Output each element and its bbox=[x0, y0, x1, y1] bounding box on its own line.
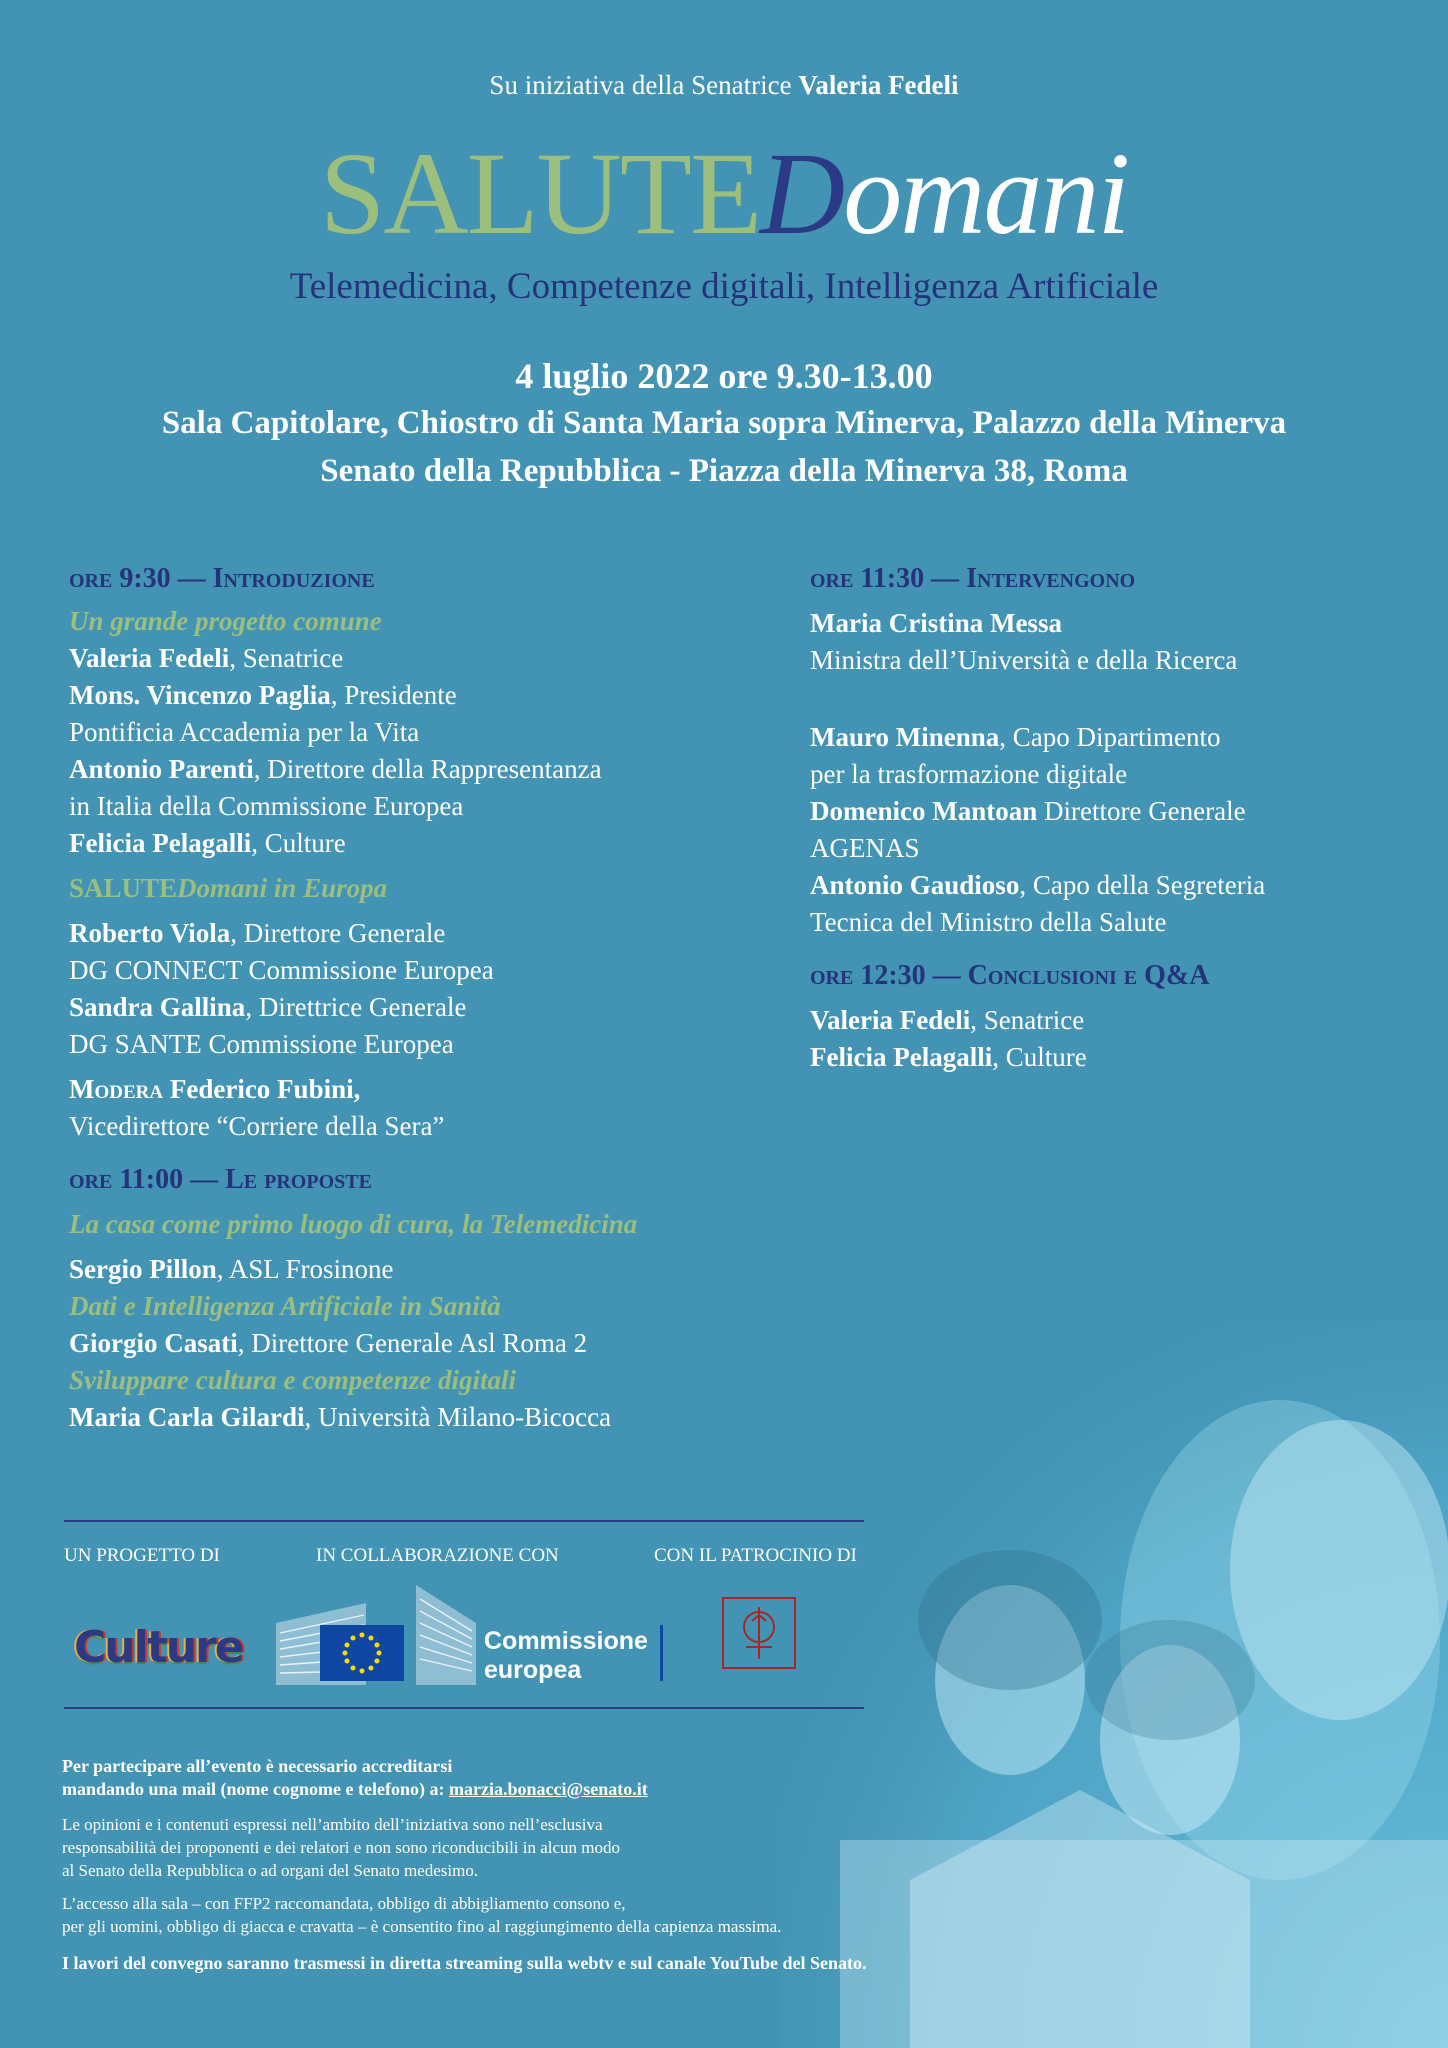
speaker bbox=[69, 989, 789, 1026]
speaker-role-cont: in Italia della Commissione Europea bbox=[69, 791, 464, 821]
speaker-role-cont: DG SANTE Commissione Europea bbox=[69, 1029, 454, 1059]
speaker bbox=[69, 751, 789, 788]
speaker-role-cont: per la trasformazione digitale bbox=[810, 759, 1128, 789]
speaker-role: , Direttrice Generale bbox=[245, 992, 467, 1022]
registration-line2: mandando una mail (nome cognome e telefono) a: marzia.bonacci@senato.it bbox=[62, 1779, 648, 1799]
speaker-role: Ministra dell’Università e della Ricerca bbox=[810, 645, 1238, 675]
speaker-name: Giorgio Casati bbox=[69, 1328, 238, 1358]
speaker-role: , Università Milano-Bicocca bbox=[304, 1402, 612, 1432]
access-rules: L’accesso alla sala – con FFP2 raccomandata, obbligo di abbigliamento consono e, per gli uomini, obbligo di giacca e cravatta – è consentito fino al raggiungimento della capienza massima. bbox=[62, 1894, 782, 1936]
speaker bbox=[810, 867, 1410, 904]
speaker-name: Maria Cristina Messa bbox=[810, 608, 1062, 638]
speaker-name: Felicia Pelagalli bbox=[810, 1042, 993, 1072]
speaker-name: Mons. Vincenzo Paglia bbox=[69, 680, 331, 710]
disclaimer: Le opinioni e i contenuti espressi nell’ambito dell’iniziativa sono nell’esclusiva responsabilità dei proponenti e dei relatori e non sono riconducibili in alcun modo al Senato della Repubblica o ad organi del Senato medesimo. bbox=[62, 1815, 621, 1880]
speaker bbox=[810, 605, 1410, 642]
session-subtitle: La casa come primo luogo di cura, la Telemedicina bbox=[69, 1209, 638, 1239]
speaker bbox=[69, 1325, 789, 1362]
session-subtitle: Sviluppare cultura e competenze digitali bbox=[69, 1365, 516, 1395]
subtitle-salute: SALUTE bbox=[69, 873, 178, 903]
speaker bbox=[69, 677, 789, 714]
registration-note bbox=[62, 1755, 902, 1801]
speaker-role: , Senatrice bbox=[970, 1005, 1085, 1035]
speaker-role: , Senatrice bbox=[229, 643, 344, 673]
speaker bbox=[69, 915, 789, 952]
event-venue: Sala Capitolare, Chiostro di Santa Maria sopra Minerva, Palazzo della Minerva bbox=[161, 405, 1287, 441]
speaker-name: Roberto Viola bbox=[69, 918, 231, 948]
moderator bbox=[69, 1071, 789, 1108]
session-subtitle: Un grande progetto comune bbox=[69, 606, 382, 636]
label-project-by: UN PROGETTO DI bbox=[64, 1545, 220, 1566]
program-left-column bbox=[69, 560, 789, 1436]
section-title: ore 12:30 — Conclusioni e Q&A bbox=[810, 960, 1210, 991]
speaker-role: , Direttore Generale bbox=[230, 918, 446, 948]
registration-line1: Per partecipare all’evento è necessario accreditarsi bbox=[62, 1756, 453, 1776]
speaker-name: Maria Carla Gilardi bbox=[69, 1402, 305, 1432]
speaker-role-cont: DG CONNECT Commissione Europea bbox=[69, 955, 494, 985]
speaker-name: Domenico Mantoan bbox=[810, 796, 1038, 826]
subtitle-domani-europa: Domani in Europa bbox=[177, 873, 388, 903]
speaker bbox=[810, 1002, 1410, 1039]
speaker-role: , Culture bbox=[251, 828, 346, 858]
moderator-name: Federico Fubini, bbox=[169, 1074, 361, 1104]
speaker-role: , Capo Dipartimento bbox=[999, 722, 1221, 752]
speaker-name: Antonio Gaudioso bbox=[810, 870, 1020, 900]
speaker-role: , Culture bbox=[992, 1042, 1087, 1072]
speaker-name: Sandra Gallina bbox=[69, 992, 246, 1022]
moderator-role: Vicedirettore “Corriere della Sera” bbox=[69, 1111, 445, 1141]
speaker-name: Sergio Pillon bbox=[69, 1254, 217, 1284]
moderator-label: Modera bbox=[69, 1074, 164, 1104]
event-date: 4 luglio 2022 ore 9.30-13.00 bbox=[515, 356, 933, 396]
event-subtitle: Telemedicina, Competenze digitali, Intelligenza Artificiale bbox=[289, 266, 1159, 307]
speaker bbox=[69, 1251, 789, 1288]
speaker-role: , ASL Frosinone bbox=[216, 1254, 394, 1284]
section-title: ore 11:00 — Le proposte bbox=[69, 1164, 372, 1195]
streaming-note: I lavori del convegno saranno trasmessi in diretta streaming sulla webtv e sul canale YouTube del Senato. bbox=[62, 1953, 867, 1973]
label-collaboration: IN COLLABORAZIONE CON bbox=[316, 1545, 559, 1566]
speaker bbox=[69, 1399, 789, 1436]
program-right-column bbox=[810, 560, 1410, 1076]
speaker-role: , Direttore della Rappresentanza bbox=[253, 754, 602, 784]
title-omani: omani bbox=[843, 128, 1129, 259]
initiative-line bbox=[0, 70, 1448, 101]
speaker-role-cont: Pontificia Accademia per la Vita bbox=[69, 717, 420, 747]
section-title: ore 9:30 — Introduzione bbox=[69, 563, 375, 594]
speaker-role: , Presidente bbox=[330, 680, 457, 710]
speaker bbox=[810, 1039, 1410, 1076]
speaker-role: Direttore Generale bbox=[1037, 796, 1246, 826]
event-address: Senato della Repubblica - Piazza della Minerva 38, Roma bbox=[320, 453, 1128, 489]
title-d: D bbox=[760, 128, 844, 259]
speaker-role: , Direttore Generale Asl Roma 2 bbox=[237, 1328, 588, 1358]
email-link[interactable]: marzia.bonacci@senato.it bbox=[448, 1779, 648, 1799]
speaker bbox=[69, 825, 789, 862]
speaker-name: Felicia Pelagalli bbox=[69, 828, 252, 858]
session-subtitle bbox=[69, 870, 789, 907]
speaker-name: Mauro Minenna bbox=[810, 722, 1000, 752]
speaker-role-cont: AGENAS bbox=[810, 833, 920, 863]
session-subtitle: Dati e Intelligenza Artificiale in Sanità bbox=[69, 1291, 501, 1321]
speaker-role: , Capo della Segreteria bbox=[1019, 870, 1266, 900]
speaker bbox=[810, 719, 1410, 756]
label-patronage: CON IL PATROCINIO DI bbox=[654, 1545, 857, 1566]
section-title: ore 11:30 — Intervengono bbox=[810, 563, 1136, 594]
title-salute: SALUTE bbox=[319, 128, 761, 259]
ec-line2: europea bbox=[484, 1656, 582, 1684]
event-title bbox=[0, 128, 1448, 259]
speaker-name: Valeria Fedeli bbox=[810, 1005, 971, 1035]
initiative-name: Valeria Fedeli bbox=[798, 70, 959, 100]
speaker bbox=[69, 640, 789, 677]
culture-logo bbox=[74, 1622, 243, 1673]
speaker-name: Antonio Parenti bbox=[69, 754, 254, 784]
attendees-photo bbox=[780, 1320, 1448, 2048]
ec-line1: Commissione bbox=[484, 1627, 648, 1655]
speaker-role-cont: Tecnica del Ministro della Salute bbox=[810, 907, 1167, 937]
initiative-prefix: Su iniziativa della Senatrice bbox=[489, 70, 792, 100]
ec-logo-text bbox=[484, 1627, 648, 1685]
speaker-name: Valeria Fedeli bbox=[69, 643, 230, 673]
divider-bottom bbox=[64, 1707, 864, 1709]
senate-emblem-icon bbox=[722, 1597, 796, 1669]
culture-logo-text: Culture bbox=[74, 1622, 243, 1673]
divider-top bbox=[64, 1520, 864, 1522]
speaker bbox=[810, 793, 1410, 830]
